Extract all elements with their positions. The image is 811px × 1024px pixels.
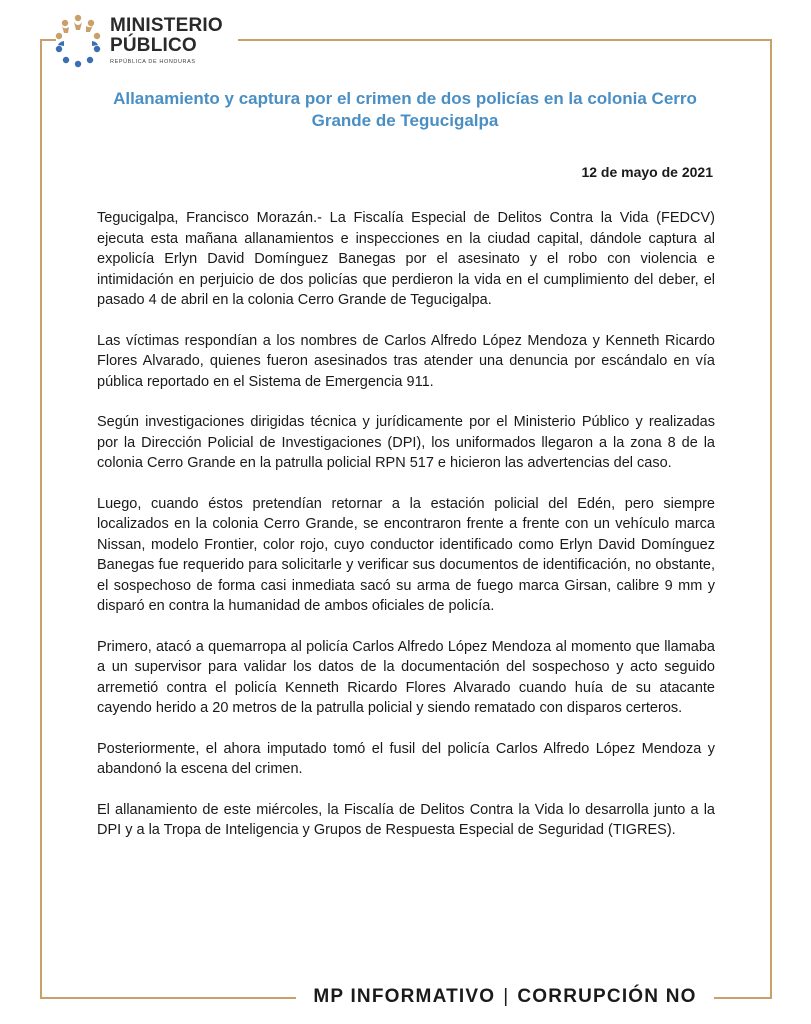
paragraph-6: Posteriormente, el ahora imputado tomó el fusil del policía Carlos Alfredo López Mendoza y abandonó la escena del crimen. — [97, 740, 715, 777]
footer-left-text: MP INFORMATIVO — [313, 986, 496, 1007]
footer-right-text: CORRUPCIÓN NO — [517, 986, 697, 1007]
frame-line-right — [770, 39, 772, 999]
frame-line-top-right — [238, 39, 772, 41]
logo-line-1: MINISTERIO — [110, 15, 223, 36]
article-date: 12 de mayo de 2021 — [581, 164, 713, 180]
article-title: Allanamiento y captura por el crimen de dos policías en la colonia Cerro Grande de Tegucigalpa — [113, 89, 697, 130]
ministerio-publico-logo — [52, 12, 242, 74]
frame-line-bottom-right — [714, 997, 772, 999]
figures-circle-icon — [52, 12, 104, 68]
logo-line-2: PÚBLICO — [110, 35, 197, 56]
frame-line-left — [40, 39, 42, 999]
frame-line-bottom-left — [40, 997, 296, 999]
logo-wordmark — [110, 16, 223, 56]
paragraph-1: Tegucigalpa, Francisco Morazán.- La Fiscalía Especial de Delitos Contra la Vida (FEDCV) ejecuta esta mañana allanamientos e inspecciones en la ciudad capital, dándole captura al expolicía Erlyn David Domínguez Banegas por el asesinato y el robo con violencia e intimidación en perjuicio de dos policías que perdieron la vida en el cumplimiento del deber, el pasado 4 de abril en la colonia Cerro Grande de Tegucigalpa. — [97, 210, 715, 308]
footer-separator: | — [503, 986, 510, 1007]
paragraph-5: Primero, atacó a quemarropa al policía Carlos Alfredo López Mendoza al momento que llamaba a un supervisor para validar los datos de la documentación del sospechoso y acto seguido arremetió contra el policía Kenneth Ricardo Flores Alvarado cuando huía de su atacante cayendo herido a 20 metros de la patrulla policial y siendo rematado con disparos certeros. — [97, 638, 715, 716]
paragraph-3: Según investigaciones dirigidas técnica y jurídicamente por el Ministerio Público y realizadas por la Dirección Policial de Investigaciones (DPI), los uniformados llegaron a la zona 8 de la colonia Cerro Grande en la patrulla policial RPN 517 e hicieron las advertencias del caso. — [97, 414, 715, 471]
paragraph-4: Luego, cuando éstos pretendían retornar a la estación policial del Edén, pero siempre localizados en la colonia Cerro Grande, se encontraron frente a frente con un vehículo marca Nissan, modelo Frontier, color rojo, cuyo conductor identificado como Erlyn David Domínguez Banegas fue requerido para solicitarle y verificar sus documentos de identificación, no obstante, el sospechoso de forma casi inmediata sacó su arma de fuego marca Girsan, calibre 9 mm y disparó en contra la humanidad de ambos oficiales de policía. — [97, 495, 715, 614]
article-body — [97, 208, 715, 861]
paragraph-7: El allanamiento de este miércoles, la Fiscalía de Delitos Contra la Vida lo desarrolla junto a la DPI y a la Tropa de Inteligencia y Grupos de Respuesta Especial de Seguridad (TIGRES). — [97, 801, 715, 838]
footer-tagline — [296, 986, 714, 1008]
logo-subtitle: REPÚBLICA DE HONDURAS — [110, 59, 196, 65]
paragraph-2: Las víctimas respondían a los nombres de Carlos Alfredo López Mendoza y Kenneth Ricardo Flores Alvarado, quienes fueron asesinados tras atender una denuncia por escándalo en vía pública reportado en el Sistema de Emergencia 911. — [97, 332, 715, 390]
